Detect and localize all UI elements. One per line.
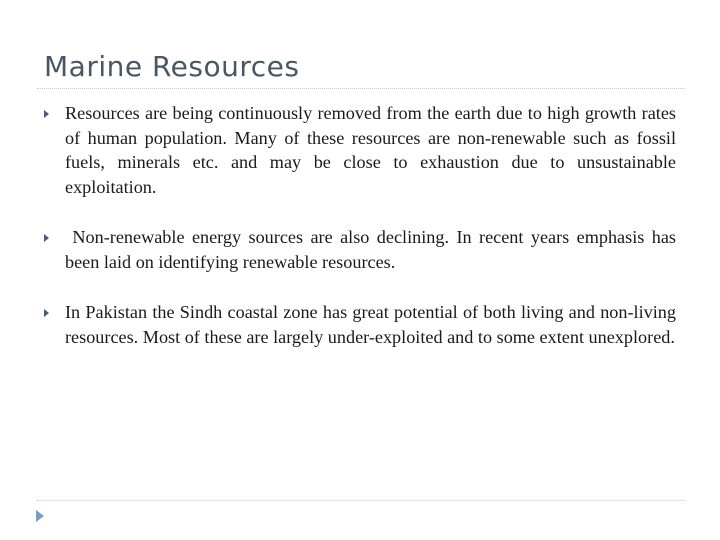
triangle-right-icon	[44, 110, 49, 118]
slide-title: Marine Resources	[44, 50, 300, 83]
bullet-text-3: In Pakistan the Sindh coastal zone has great potential of both living and non-living resources. Most of these are largely under-exploited and to some extent unexplored.	[65, 302, 676, 347]
triangle-right-icon	[44, 234, 49, 242]
bullet-item-3	[42, 300, 676, 349]
play-arrow-icon	[36, 510, 44, 522]
title-divider	[37, 88, 685, 89]
bullet-text-1: Resources are being continuously removed from the earth due to high growth rates of human population. Many of these resources are non-renewable such as fossil fuels, minerals etc. and may be close to exhaustion due to unsustainable exploitation.	[65, 103, 676, 197]
bullet-item-2	[42, 225, 681, 274]
triangle-right-icon	[44, 309, 49, 317]
bullet-list	[42, 101, 681, 375]
bullet-item-1	[42, 101, 676, 199]
footer-divider	[37, 500, 685, 501]
bullet-text-2: Non-renewable energy sources are also declining. In recent years emphasis has been laid on identifying renewable resources.	[65, 227, 681, 272]
